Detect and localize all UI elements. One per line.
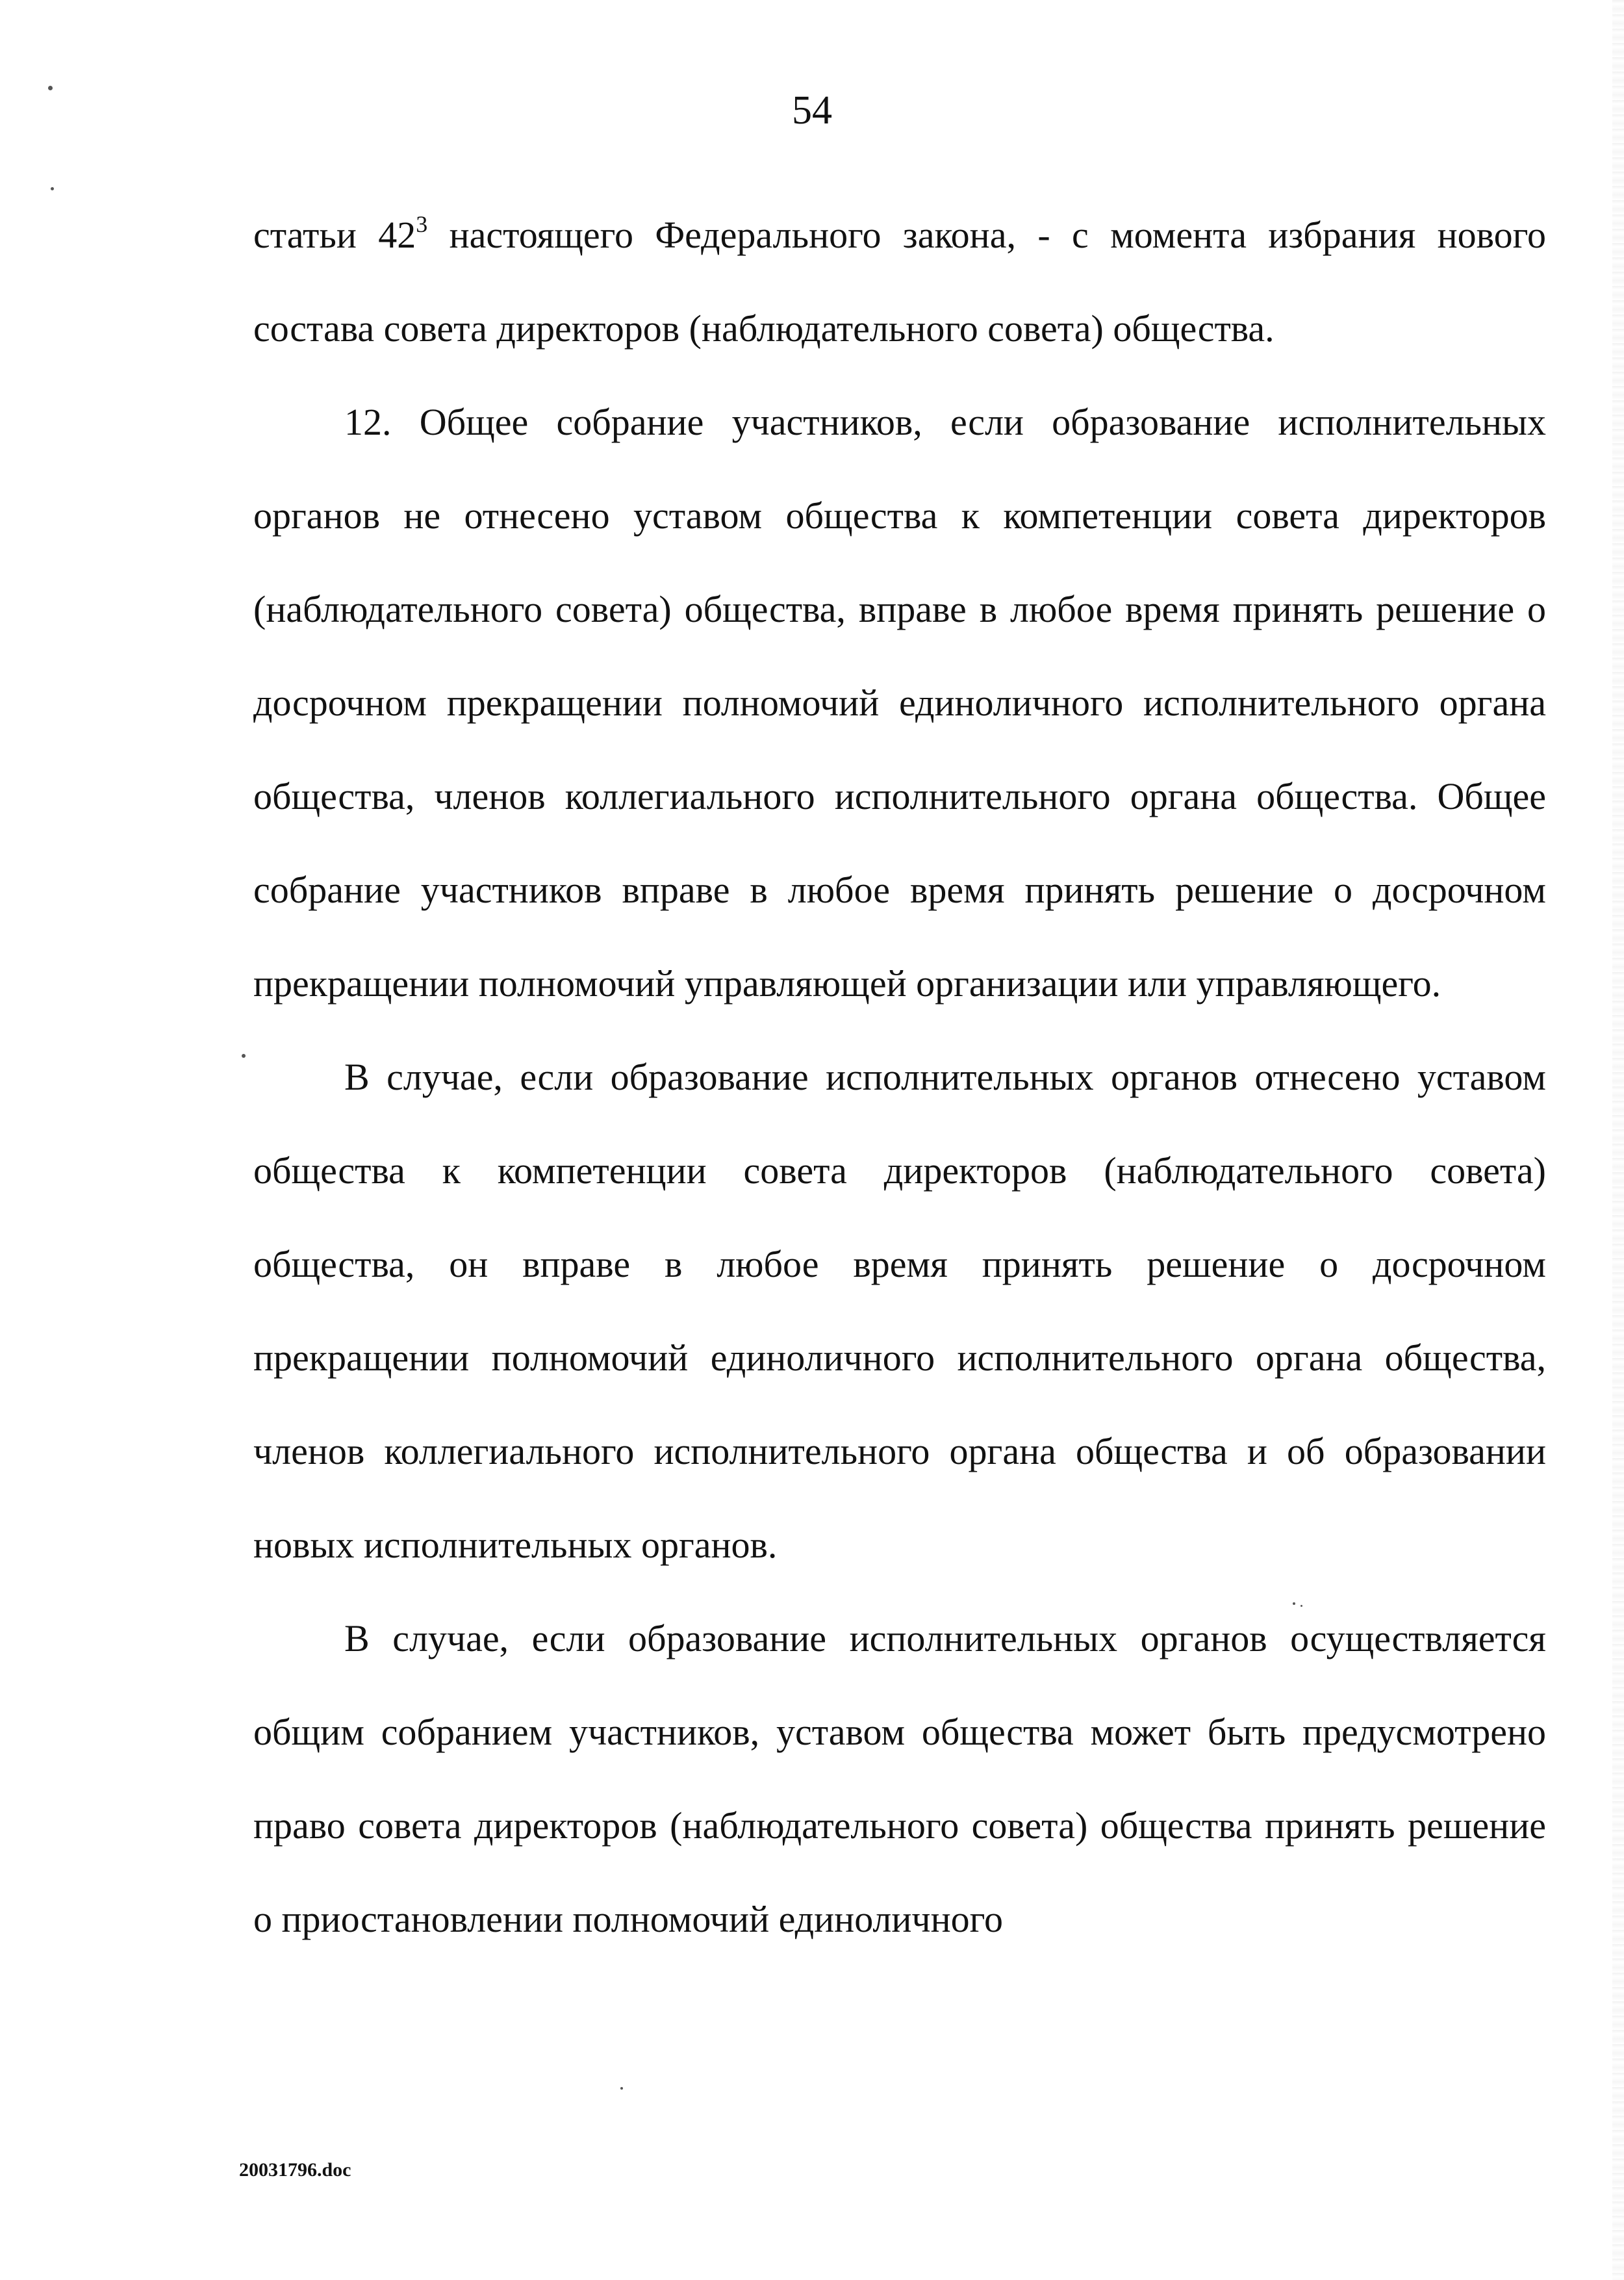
superscript: 3 — [416, 211, 428, 237]
paragraph-board: В случае, если образование исполнительных органов отнесено уставом общества к компетенции совета директоров (наблюдательного совета) общества, он вправе в любое время принять решение о досрочном прекращении полномочий единоличного исполнительного органа общества, членов коллегиального исполнительного органа общества и об образовании новых исполнительных органов. — [253, 1056, 1546, 1566]
paragraph-continuation — [253, 188, 1546, 376]
scan-speck — [242, 1054, 246, 1058]
footer-filename: 20031796.doc — [239, 2159, 351, 2181]
page-number: 54 — [792, 88, 832, 133]
paragraph-text: настоящего Федерального закона, - с момента избрания нового состава совета директоров (наблюдательного совета) общества. — [253, 214, 1546, 350]
paragraph-text: статьи 42 — [253, 214, 416, 256]
paragraph-general-meeting: В случае, если образование исполнительных органов осуществляется общим собранием участников, уставом общества может быть предусмотрено право совета директоров (наблюдательного совета) общества принять решение о приостановлении полномочий единоличного — [253, 1617, 1546, 1940]
scan-speck — [620, 2087, 623, 2090]
body-text — [253, 188, 1546, 1966]
scan-speck — [51, 187, 54, 190]
scan-edge — [1612, 0, 1624, 2280]
paragraph-12: 12. Общее собрание участников, если образование исполнительных органов не отнесено уставом общества к компетенции совета директоров (наблюдательного совета) общества, вправе в любое время принять решение о досрочном прекращении полномочий единоличного исполнительного органа общества, членов коллегиального исполнительного органа общества. Общее собрание участников вправе в любое время принять решение о досрочном прекращении полномочий управляющей организации или управляющего. — [253, 401, 1546, 1005]
